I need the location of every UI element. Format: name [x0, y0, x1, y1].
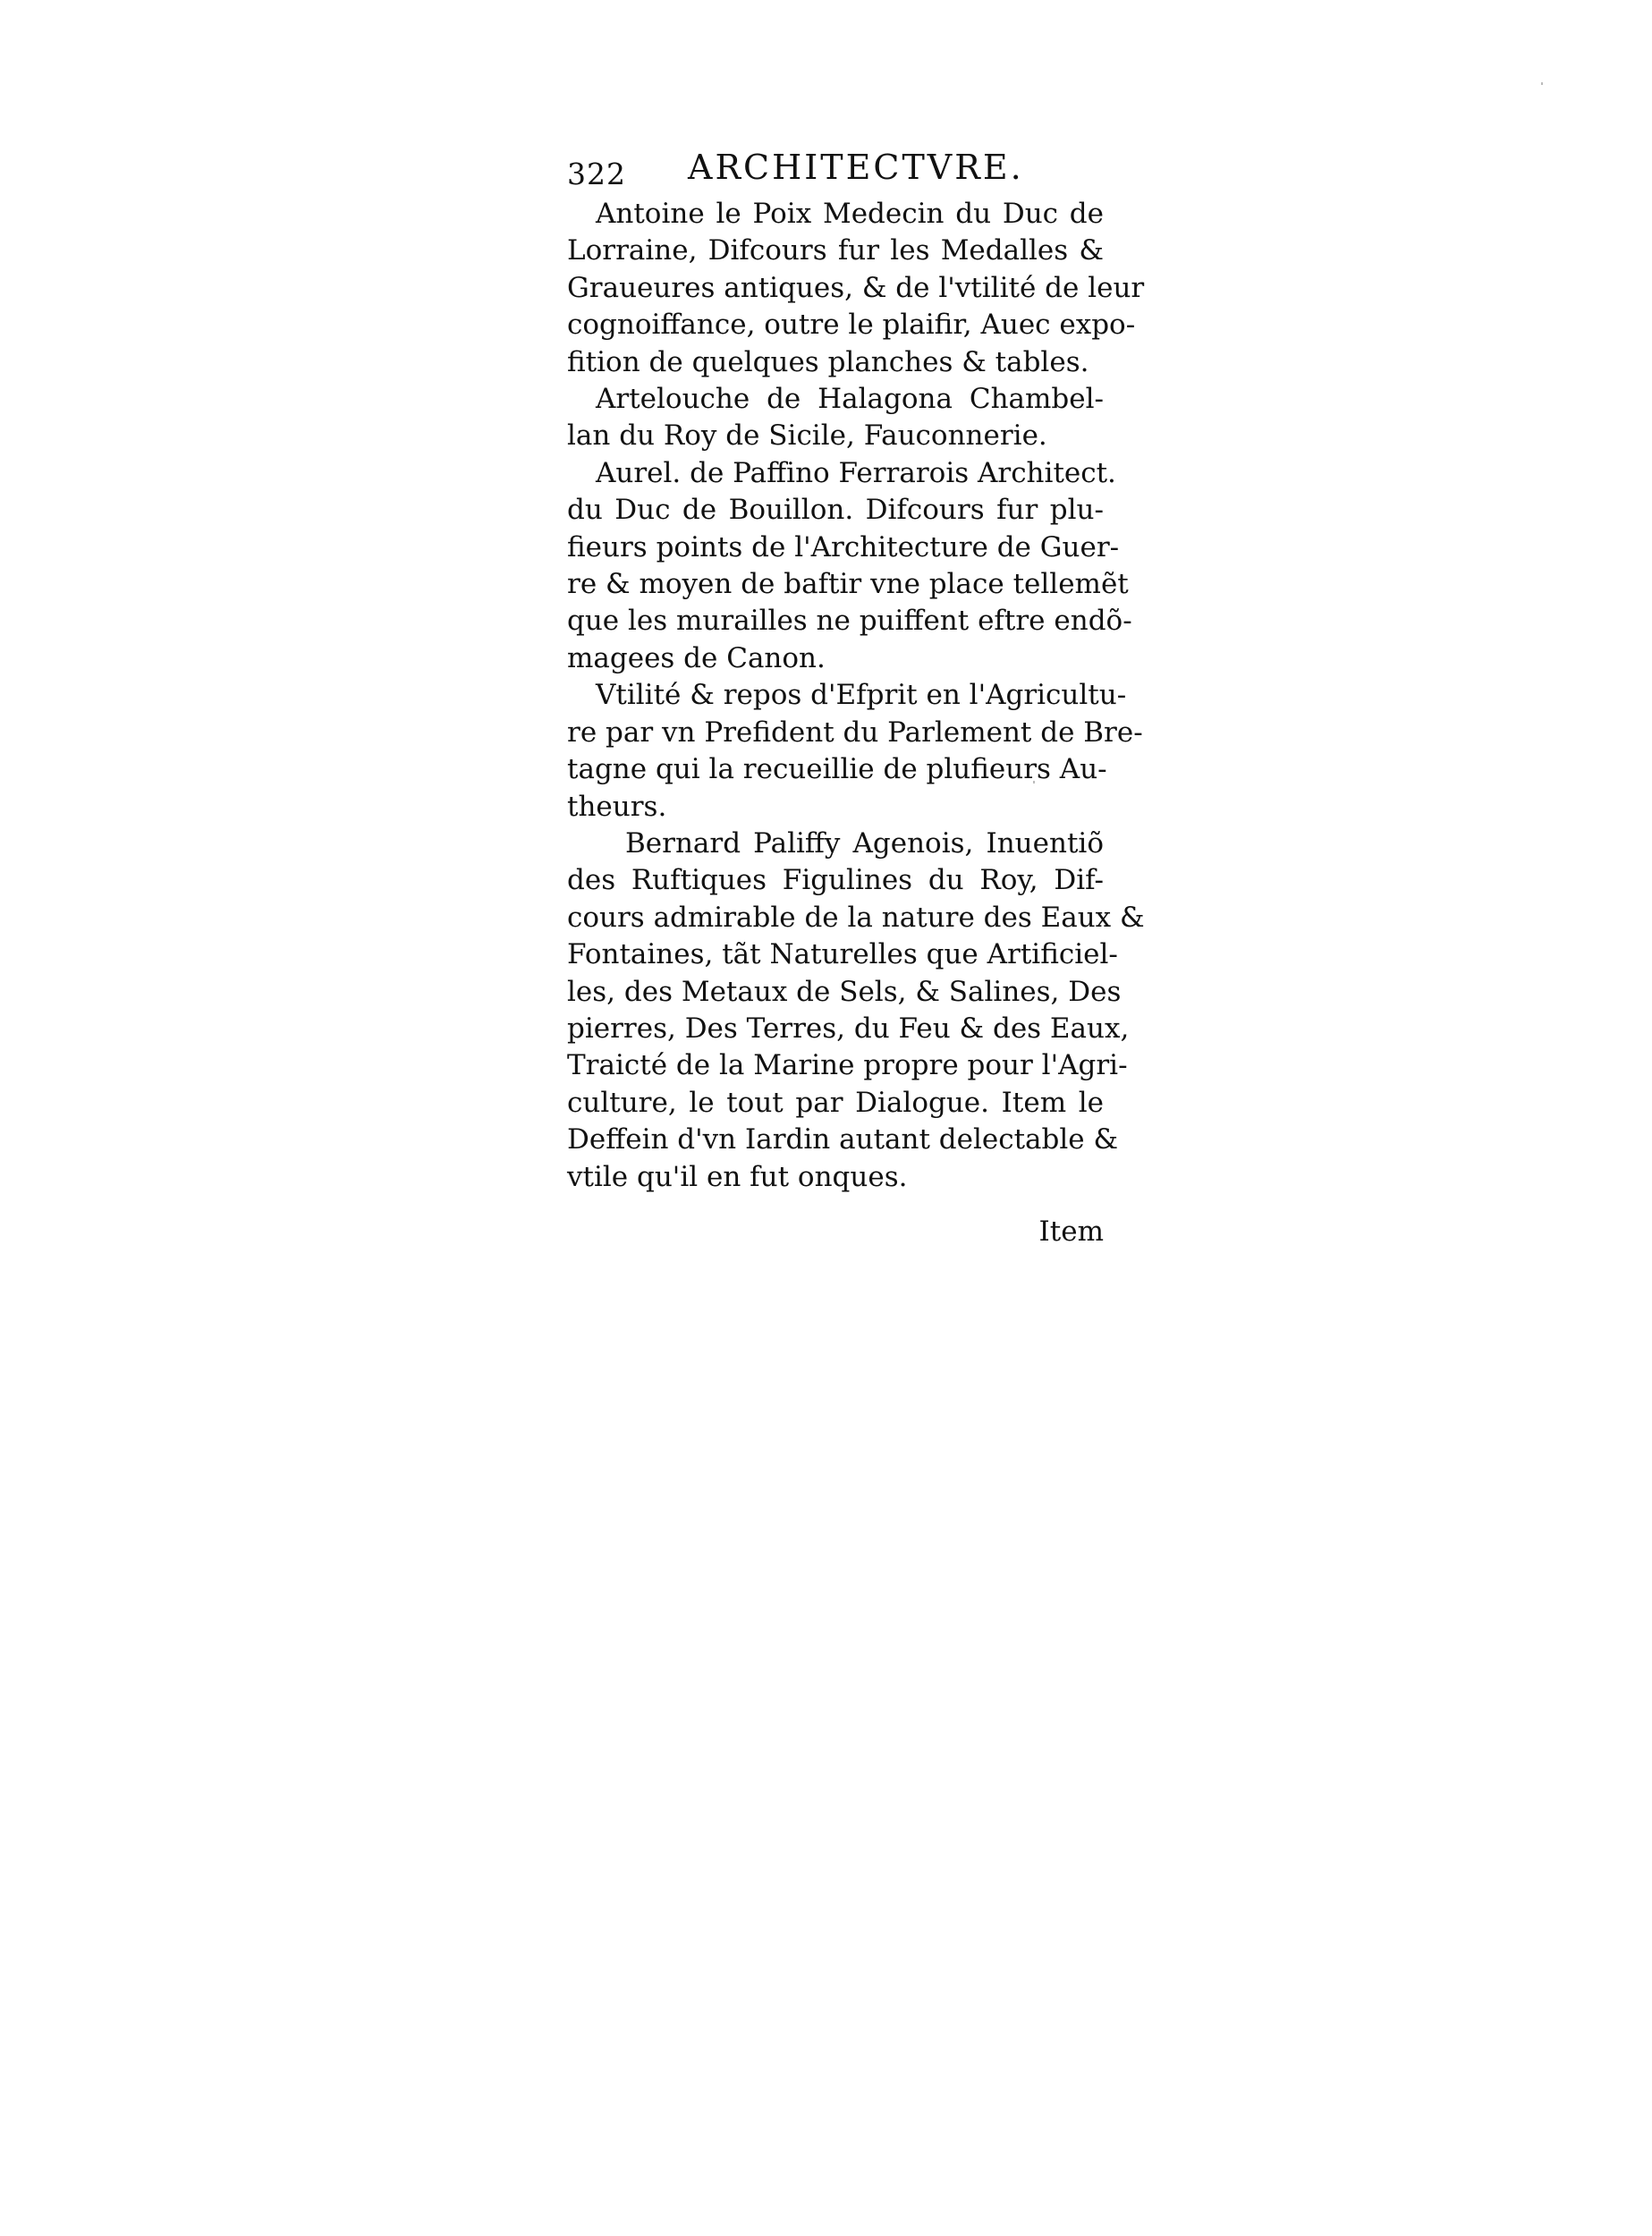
running-head	[567, 148, 1104, 196]
text-line: du Duc de Bouillon. Difcours fur plu-	[567, 494, 1104, 527]
text-line: les, des Metaux de Sels, & Salines, Des	[567, 975, 1122, 1008]
entry-vtilite-repos	[567, 677, 1143, 826]
text-line: Bernard Paliffy Agenois, Inuentiõ	[625, 826, 1104, 860]
text-line: vtile qu'il en fut onques.	[567, 1160, 908, 1193]
text-line: Fontaines, tãt Naturelles que Artificiel-	[567, 938, 1118, 971]
entry-bernard-palissy	[567, 826, 1145, 1196]
text-line: fieurs points de l'Architecture de Guer-	[567, 530, 1120, 563]
text-line: Artelouche de Halagona Chambel-	[596, 383, 1104, 416]
text-line: re par vn Prefident du Parlement de Bre-	[567, 716, 1143, 749]
text-line: magees de Canon.	[567, 641, 826, 674]
text-line: Vtilité & repos d'Efprit en l'Agricultu-	[596, 679, 1127, 712]
text-line: Deffein d'vn Iardin autant delectable &	[567, 1123, 1119, 1156]
entry-antoine-le-poix	[567, 196, 1145, 381]
text-block	[567, 148, 1145, 1248]
entry-aurel-de-passino	[567, 455, 1132, 677]
text-line: cours admirable de la nature des Eaux &	[567, 901, 1145, 934]
text-line: Graueures antiques, & de l'vtilité de leur	[567, 271, 1145, 304]
text-line: cognoiffance, outre le plaifir, Auec expo-	[567, 309, 1136, 342]
text-line: Traicté de la Marine propre pour l'Agri-	[567, 1049, 1128, 1082]
text-line: Antoine le Poix Medecin du Duc de	[596, 198, 1104, 230]
text-line: tagne qui la recueillie de plufieurs Au-	[567, 753, 1107, 786]
text-line: pierres, Des Terres, du Feu & des Eaux,	[567, 1012, 1130, 1045]
text-line: theurs.	[567, 790, 667, 823]
text-line: Aurel. de Paffino Ferrarois Architect.	[596, 456, 1116, 489]
entry-artelouche	[567, 381, 1104, 455]
text-line: fition de quelques planches & tables.	[567, 345, 1089, 378]
text-line: lan du Roy de Sicile, Fauconnerie.	[567, 419, 1047, 453]
text-line: culture, le tout par Dialogue. Item le	[567, 1086, 1104, 1119]
paper-speck	[1541, 82, 1543, 85]
text-line: Lorraine, Difcours fur les Medalles &	[567, 234, 1104, 267]
text-line: des Ruftiques Figulines du Roy, Dif-	[567, 864, 1104, 897]
page-number: 322	[567, 157, 626, 191]
text-line: que les murailles ne puiffent eftre endõ-	[567, 605, 1132, 638]
page-title: ARCHITECTVRE.	[688, 148, 1024, 187]
catchword: Item	[1038, 1215, 1104, 1248]
text-line: re & moyen de baftir vne place tellemẽt	[567, 568, 1129, 601]
